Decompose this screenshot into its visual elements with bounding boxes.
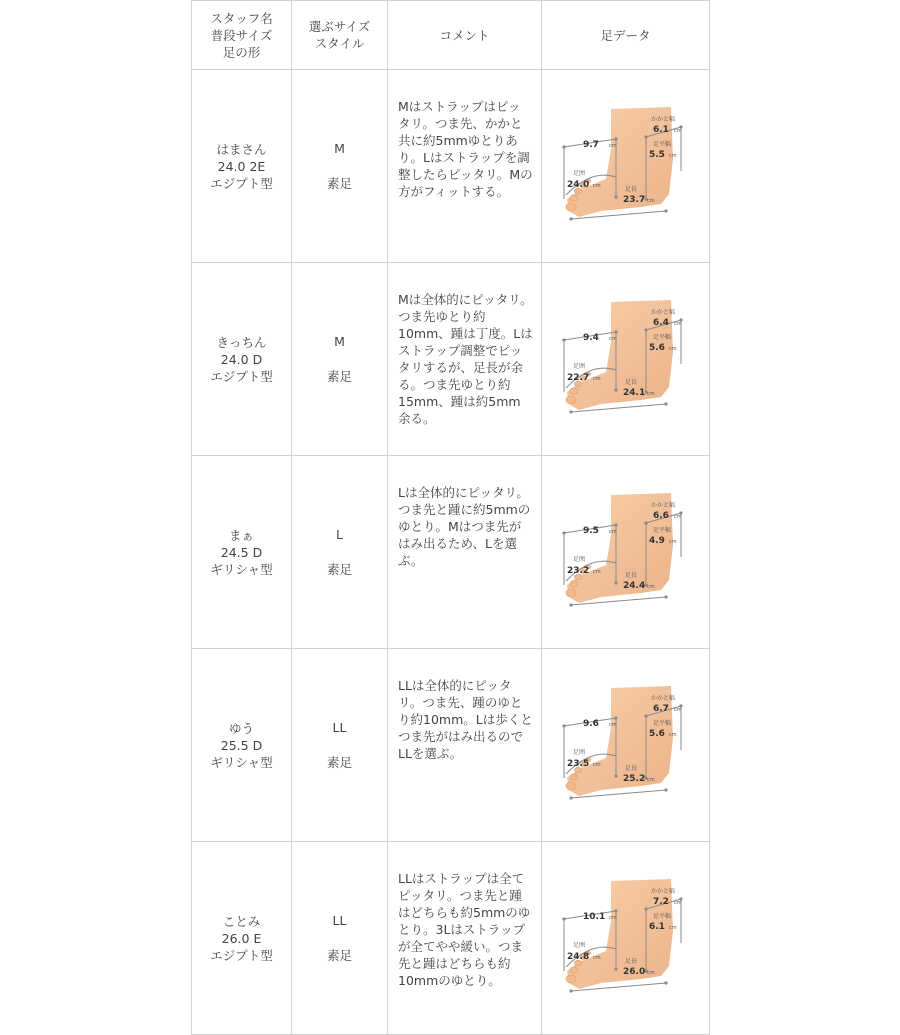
value-arch: 6.1 (648, 922, 665, 932)
usual-size: 25.5 D (220, 737, 263, 753)
chosen-size: LL (332, 720, 347, 735)
size-cell (292, 649, 388, 842)
header-row (192, 1, 710, 70)
value-arch: 5.6 (648, 343, 665, 353)
size-cell (292, 842, 388, 1035)
header-size: 選ぶサイズ スタイル (292, 1, 388, 70)
staff-cell (192, 456, 292, 649)
table-row (192, 263, 710, 456)
value-heel: 6.4 (652, 318, 669, 328)
unit-arch: cm (668, 153, 677, 159)
unit-width: cm (608, 722, 617, 728)
unit-heel: cm (673, 514, 682, 520)
unit-length: cm (646, 391, 655, 397)
value-heel: 6.6 (652, 511, 669, 521)
foot-shape: エジプト型 (210, 947, 273, 963)
staff-name: はまさん (216, 141, 267, 157)
value-length: 25.2 (622, 774, 645, 784)
foot-diagram (561, 292, 691, 422)
foot-data-cell (542, 842, 710, 1035)
comment-cell: Mは全体的にピッタリ。つま先ゆとり約10mm、踵は丁度。Lはストラップ調整でピッタリするが、足長が余る。つま先ゆとり約15mm、踵は約5mm余る。 (388, 263, 542, 456)
unit-length: cm (646, 584, 655, 590)
value-girth: 24.8 (566, 952, 589, 962)
label-girth: 足囲 (572, 749, 585, 756)
label-arch: 足平幅 (652, 913, 671, 920)
wear-style: 素足 (326, 562, 352, 577)
unit-arch: cm (668, 539, 677, 545)
unit-length: cm (646, 970, 655, 976)
wear-style: 素足 (326, 948, 352, 963)
header-staff: スタッフ名 普段サイズ 足の形 (192, 1, 292, 70)
unit-heel: cm (673, 900, 682, 906)
label-girth: 足囲 (572, 170, 585, 177)
label-length: 足長 (624, 958, 637, 965)
value-girth: 23.2 (566, 566, 589, 576)
unit-length: cm (646, 777, 655, 783)
foot-diagram (561, 871, 691, 1001)
label-girth: 足囲 (572, 556, 585, 563)
value-length: 23.7 (622, 195, 645, 205)
label-heel: かかと幅 (650, 502, 675, 509)
value-arch: 5.6 (648, 729, 665, 739)
usual-size: 24.0 2E (217, 158, 266, 174)
value-width: 9.5 (582, 526, 599, 536)
size-cell (292, 263, 388, 456)
table-row (192, 70, 710, 263)
chosen-size: M (334, 334, 345, 349)
value-girth: 24.0 (566, 180, 589, 190)
staff-name: まぁ (228, 527, 254, 543)
usual-size: 26.0 E (221, 930, 262, 946)
header-comment: コメント (388, 1, 542, 70)
unit-heel: cm (673, 707, 682, 713)
foot-data-cell (542, 263, 710, 456)
size-fit-table (191, 0, 710, 1035)
foot-data-cell (542, 649, 710, 842)
label-arch: 足平幅 (652, 527, 671, 534)
value-length: 26.0 (622, 967, 645, 977)
foot-shape: エジプト型 (210, 368, 273, 384)
wear-style: 素足 (326, 176, 352, 191)
chosen-size: L (336, 527, 343, 542)
value-width: 9.7 (582, 140, 599, 150)
label-heel: かかと幅 (650, 695, 675, 702)
usual-size: 24.5 D (220, 544, 263, 560)
value-heel: 7.2 (652, 897, 669, 907)
label-length: 足長 (624, 186, 637, 193)
foot-shape: エジプト型 (210, 175, 273, 191)
value-width: 9.6 (582, 719, 599, 729)
foot-diagram (561, 485, 691, 615)
value-girth: 22.7 (566, 373, 589, 383)
table-row (192, 842, 710, 1035)
foot-shape: ギリシャ型 (210, 754, 273, 770)
unit-width: cm (608, 529, 617, 535)
value-length: 24.1 (622, 388, 645, 398)
unit-girth: cm (592, 762, 601, 768)
unit-arch: cm (668, 346, 677, 352)
unit-width: cm (608, 336, 617, 342)
value-girth: 23.5 (566, 759, 589, 769)
unit-arch: cm (668, 925, 677, 931)
wear-style: 素足 (326, 755, 352, 770)
comment-cell: LLはストラップは全てピッタリ。つま先と踵はどちらも約5mmのゆとり。3Lはストラップが全てやや緩い。つま先と踵はどちらも約10mmのゆとり。 (388, 842, 542, 1035)
label-heel: かかと幅 (650, 309, 675, 316)
comment-cell: LLは全体的にピッタリ。つま先、踵のゆとり約10mm。Lは歩くとつま先がはみ出るのでLLを選ぶ。 (388, 649, 542, 842)
size-cell (292, 456, 388, 649)
value-arch: 4.9 (648, 536, 665, 546)
foot-illustration (567, 107, 673, 217)
table-row (192, 456, 710, 649)
foot-illustration (567, 493, 673, 603)
value-arch: 5.5 (648, 150, 665, 160)
unit-length: cm (646, 198, 655, 204)
foot-data-cell (542, 456, 710, 649)
label-arch: 足平幅 (652, 720, 671, 727)
staff-name: ことみ (222, 913, 261, 929)
unit-girth: cm (592, 376, 601, 382)
chosen-size: M (334, 141, 345, 156)
value-width: 10.1 (582, 912, 605, 922)
foot-illustration (567, 300, 673, 410)
label-girth: 足囲 (572, 942, 585, 949)
table-row (192, 649, 710, 842)
foot-diagram (561, 99, 691, 229)
foot-data-cell (542, 70, 710, 263)
staff-cell (192, 649, 292, 842)
comment-cell: Lは全体的にピッタリ。つま先と踵に約5mmのゆとり。Mはつま先がはみ出るため、Lを選ぶ。 (388, 456, 542, 649)
staff-name: きっちん (216, 334, 267, 350)
foot-diagram (561, 678, 691, 808)
size-cell (292, 70, 388, 263)
wear-style: 素足 (326, 369, 352, 384)
value-heel: 6.1 (652, 125, 669, 135)
label-girth: 足囲 (572, 363, 585, 370)
label-heel: かかと幅 (650, 888, 675, 895)
foot-illustration (567, 879, 673, 989)
staff-name: ゆう (228, 720, 254, 736)
label-heel: かかと幅 (650, 116, 675, 123)
value-heel: 6.7 (652, 704, 669, 714)
value-length: 24.4 (622, 581, 645, 591)
label-arch: 足平幅 (652, 334, 671, 341)
unit-girth: cm (592, 955, 601, 961)
staff-cell (192, 842, 292, 1035)
value-width: 9.4 (582, 333, 599, 343)
label-length: 足長 (624, 379, 637, 386)
staff-cell (192, 263, 292, 456)
unit-width: cm (608, 915, 617, 921)
foot-illustration (567, 686, 673, 796)
foot-shape: ギリシャ型 (210, 561, 273, 577)
usual-size: 24.0 D (220, 351, 263, 367)
unit-girth: cm (592, 183, 601, 189)
unit-heel: cm (673, 128, 682, 134)
label-arch: 足平幅 (652, 141, 671, 148)
unit-width: cm (608, 143, 617, 149)
unit-arch: cm (668, 732, 677, 738)
unit-heel: cm (673, 321, 682, 327)
comment-cell: Mはストラップはピッタリ。つま先、かかと共に約5mmゆとりあり。Lはストラップを調整したらピッタリ。Mの方がフィットする。 (388, 70, 542, 263)
staff-cell (192, 70, 292, 263)
header-foot-data: 足データ (542, 1, 710, 70)
label-length: 足長 (624, 765, 637, 772)
label-length: 足長 (624, 572, 637, 579)
chosen-size: LL (332, 913, 347, 928)
unit-girth: cm (592, 569, 601, 575)
